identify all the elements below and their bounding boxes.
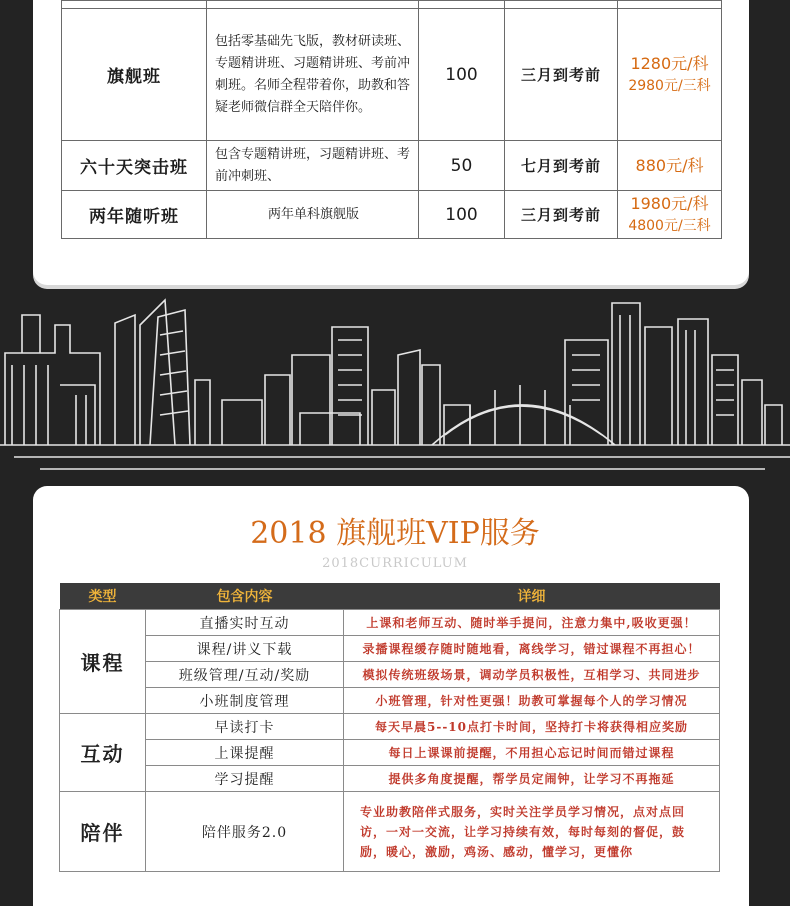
city-skyline-illustration [0,295,790,480]
service-item: 课程/讲义下载 [146,636,344,662]
class-count: 100 [419,191,505,239]
service-detail: 每天早晨5--10点打卡时间，坚持打卡将获得相应奖励 [344,714,720,740]
class-name: 两年随听班 [62,191,207,239]
service-item: 小班制度管理 [146,688,344,714]
price-three: 4800元/三科 [628,217,711,234]
table-row [60,792,720,872]
table-row [60,688,720,714]
header-detail: 详细 [344,583,720,610]
price-single: 880元/科 [635,155,704,175]
class-description: 两年单科旗舰版 [207,191,419,239]
header-type: 类型 [60,583,146,610]
price-three: 2980元/三科 [628,77,711,94]
table-row [60,766,720,792]
class-period: 三月到考前 [505,9,618,141]
class-description: 包含专题精讲班，习题精讲班、考前冲刺班、 [207,141,419,191]
table-row [60,714,720,740]
table-row-partial [62,1,722,9]
class-name: 旗舰班 [62,9,207,141]
vip-subtitle: 2018CURRICULUM [322,556,468,571]
service-detail: 每日上课课前提醒，不用担心忘记时间而错过课程 [344,740,720,766]
class-period: 七月到考前 [505,141,618,191]
class-price [618,141,722,191]
class-price [618,191,722,239]
table-row [62,191,722,239]
vip-header-row [60,583,720,610]
service-item: 陪伴服务2.0 [146,792,344,872]
price-single: 1280元/科 [630,53,709,73]
service-detail: 小班管理，针对性更强！助教可掌握每个人的学习情况 [344,688,720,714]
price-single: 1980元/科 [630,193,709,213]
pricing-table [61,0,722,239]
table-row [60,740,720,766]
class-name: 六十天突击班 [62,141,207,191]
service-detail: 模拟传统班级场景，调动学员积极性，互相学习、共同进步 [344,662,720,688]
class-price [618,9,722,141]
class-period: 三月到考前 [505,191,618,239]
group-companion: 陪伴 [60,792,146,872]
group-interaction: 互动 [60,714,146,792]
service-detail: 录播课程缓存随时随地看，离线学习，错过课程不再担心！ [344,636,720,662]
service-item: 学习提醒 [146,766,344,792]
table-row [62,9,722,141]
class-count: 100 [419,9,505,141]
service-item: 班级管理/互动/奖励 [146,662,344,688]
service-detail: 提供多角度提醒，帮学员定闹钟，让学习不再拖延 [344,766,720,792]
service-item: 上课提醒 [146,740,344,766]
service-detail: 专业助教陪伴式服务，实时关注学员学习情况，点对点回访，一对一交流，让学习持续有效，每时每刻的督促，鼓励，暖心，激励，鸡汤、感动，懂学习，更懂你 [344,792,720,872]
service-item: 早读打卡 [146,714,344,740]
header-content: 包含内容 [146,583,344,610]
class-count: 50 [419,141,505,191]
table-row [62,141,722,191]
table-row [60,662,720,688]
table-row [60,636,720,662]
group-course: 课程 [60,610,146,714]
vip-title: 2018 旗舰班VIP服务 [250,516,540,551]
table-row [60,610,720,636]
service-detail: 上课和老师互动、随时举手提问，注意力集中,吸收更强！ [344,610,720,636]
class-description: 包括零基础先飞版，教材研读班、专题精讲班、习题精讲班、考前冲刺班。名师全程带着你，助教和答疑老师微信群全天陪伴你。 [207,9,419,141]
service-item: 直播实时互动 [146,610,344,636]
vip-service-table [59,583,720,872]
